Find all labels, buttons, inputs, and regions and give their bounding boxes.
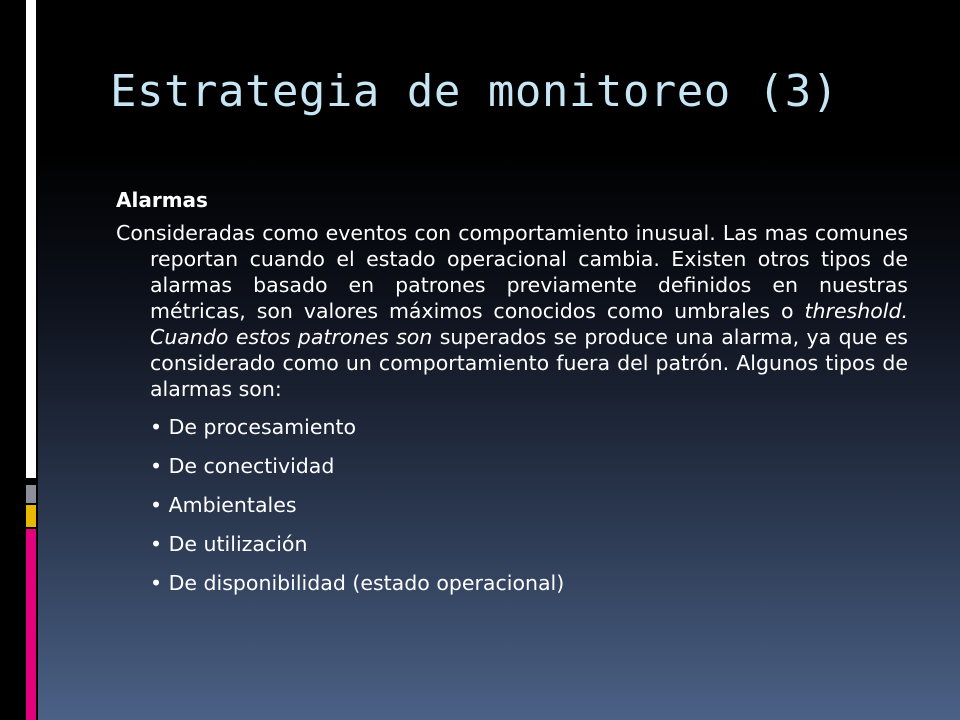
slide-body — [116, 188, 908, 609]
list-item: • Ambientales — [150, 493, 297, 517]
accent-stripe-gray — [26, 485, 36, 503]
slide-title: Estrategia de monitoreo (3) — [110, 66, 839, 117]
list-item: • De utilización — [150, 532, 308, 556]
list-item: • De procesamiento — [150, 415, 357, 439]
paragraph-text-2: superados se produce una alarma, ya que es considerado como un comportamiento fuera del patrón. Algunos tipos de alarmas son: — [150, 325, 908, 401]
section-heading: Alarmas — [116, 188, 208, 212]
accent-stripe-gold — [26, 505, 36, 527]
accent-stripe-pink — [26, 529, 36, 720]
list-item: • De disponibilidad (estado operacional) — [150, 571, 565, 595]
paragraph-italic-text: threshold. Cuando estos patrones son — [150, 299, 908, 349]
description-paragraph — [116, 220, 908, 402]
accent-stripe-white — [26, 0, 36, 478]
paragraph-text-1: Consideradas como eventos con comportamiento inusual. Las mas comunes reportan cuando el estado operacional cambia. Existen otros tipos de alarmas basado en patrones previamente definidos en nuestras métricas, son valores máximos conocidos como umbrales o — [116, 221, 908, 323]
list-item: • De conectividad — [150, 454, 335, 478]
alarm-types-list — [116, 414, 908, 596]
